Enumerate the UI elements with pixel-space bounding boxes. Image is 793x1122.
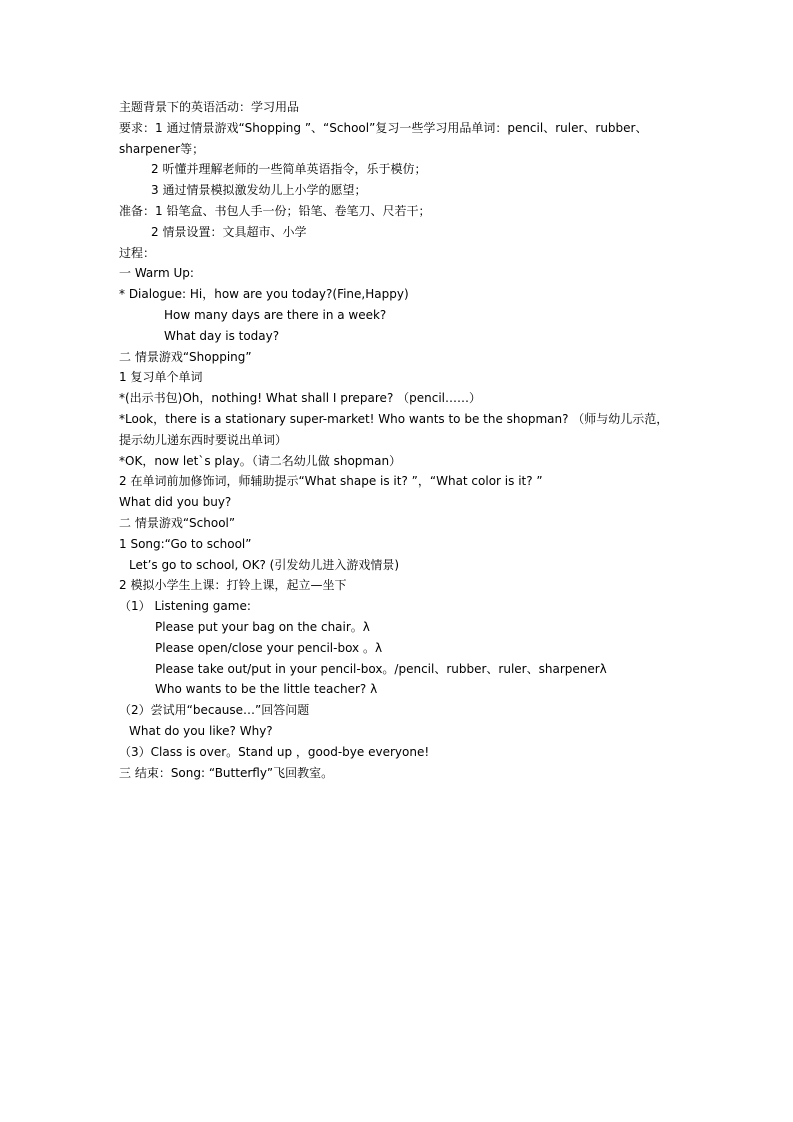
shopping-step-1: 1 复习单个单词 <box>119 370 203 385</box>
listening-line-3: Please take out/put in your pencil-box。/pencil、rubber、ruler、sharpenerλ <box>155 661 607 676</box>
school-step-2: 2 模拟小学生上课：打铃上课，起立—坐下 <box>119 578 347 593</box>
because-heading: （2）尝试用“because…”回答问题 <box>119 703 310 718</box>
process-heading: 过程： <box>119 245 156 260</box>
dialogue-line-3: What day is today? <box>164 328 280 343</box>
requirements-line-2: 2 听懂并理解老师的一些简单英语指令，乐于模仿； <box>151 162 427 177</box>
preparation-line-2: 2 情景设置：文具超市、小学 <box>151 224 307 239</box>
section-school: 二 情景游戏“School” <box>119 515 236 530</box>
shopping-line-4: What did you buy? <box>119 495 232 510</box>
shopping-line-1: *(出示书包)Oh，nothing! What shall I prepare? （pencil……） <box>119 391 481 406</box>
listening-line-2: Please open/close your pencil-box 。λ <box>155 640 383 655</box>
preparation-line-1: 准备：1 铅笔盒、书包人手一份；铅笔、卷笔刀、尺若干； <box>119 203 431 218</box>
listening-game-heading: （1） Listening game: <box>119 599 251 614</box>
because-line: What do you like? Why? <box>129 723 273 738</box>
requirements-line-3: 3 通过情景模拟激发幼儿上小学的愿望； <box>151 183 367 198</box>
school-song: 1 Song:“Go to school” <box>119 536 252 551</box>
section-warm-up: 一 Warm Up: <box>119 266 194 281</box>
listening-line-4: Who wants to be the little teacher? λ <box>155 682 378 697</box>
shopping-line-2: *Look，there is a stationary super-market! Who wants to be the shopman? （师与幼儿示范，提示幼儿递东西时要说出单词） <box>119 411 669 447</box>
section-ending: 三 结束：Song: “Butterfly”飞回教室。 <box>119 765 334 780</box>
dialogue-line-2: How many days are there in a week? <box>164 307 387 322</box>
shopping-step-2: 2 在单词前加修饰词，师辅助提示“What shape is it? ”，“What color is it? ” <box>119 474 543 489</box>
school-song-line: Let’s go to school, OK? (引发幼儿进入游戏情景) <box>129 557 400 572</box>
class-over-line: （3）Class is over。Stand up ，good-bye everyone! <box>119 744 430 759</box>
listening-line-1: Please put your bag on the chair。λ <box>155 619 370 634</box>
document-body <box>119 97 679 783</box>
section-shopping: 二 情景游戏“Shopping” <box>119 349 252 364</box>
requirements-line-1: 要求：1 通过情景游戏“Shopping ”、“School”复习一些学习用品单词：pencil、ruler、rubber、sharpener等； <box>119 120 648 156</box>
dialogue-line-1: * Dialogue: Hi，how are you today?(Fine,Happy) <box>119 287 409 302</box>
shopping-line-3: *OK，now let`s play。（请二名幼儿做 shopman） <box>119 453 402 468</box>
document-title: 主题背景下的英语活动：学习用品 <box>119 100 300 114</box>
